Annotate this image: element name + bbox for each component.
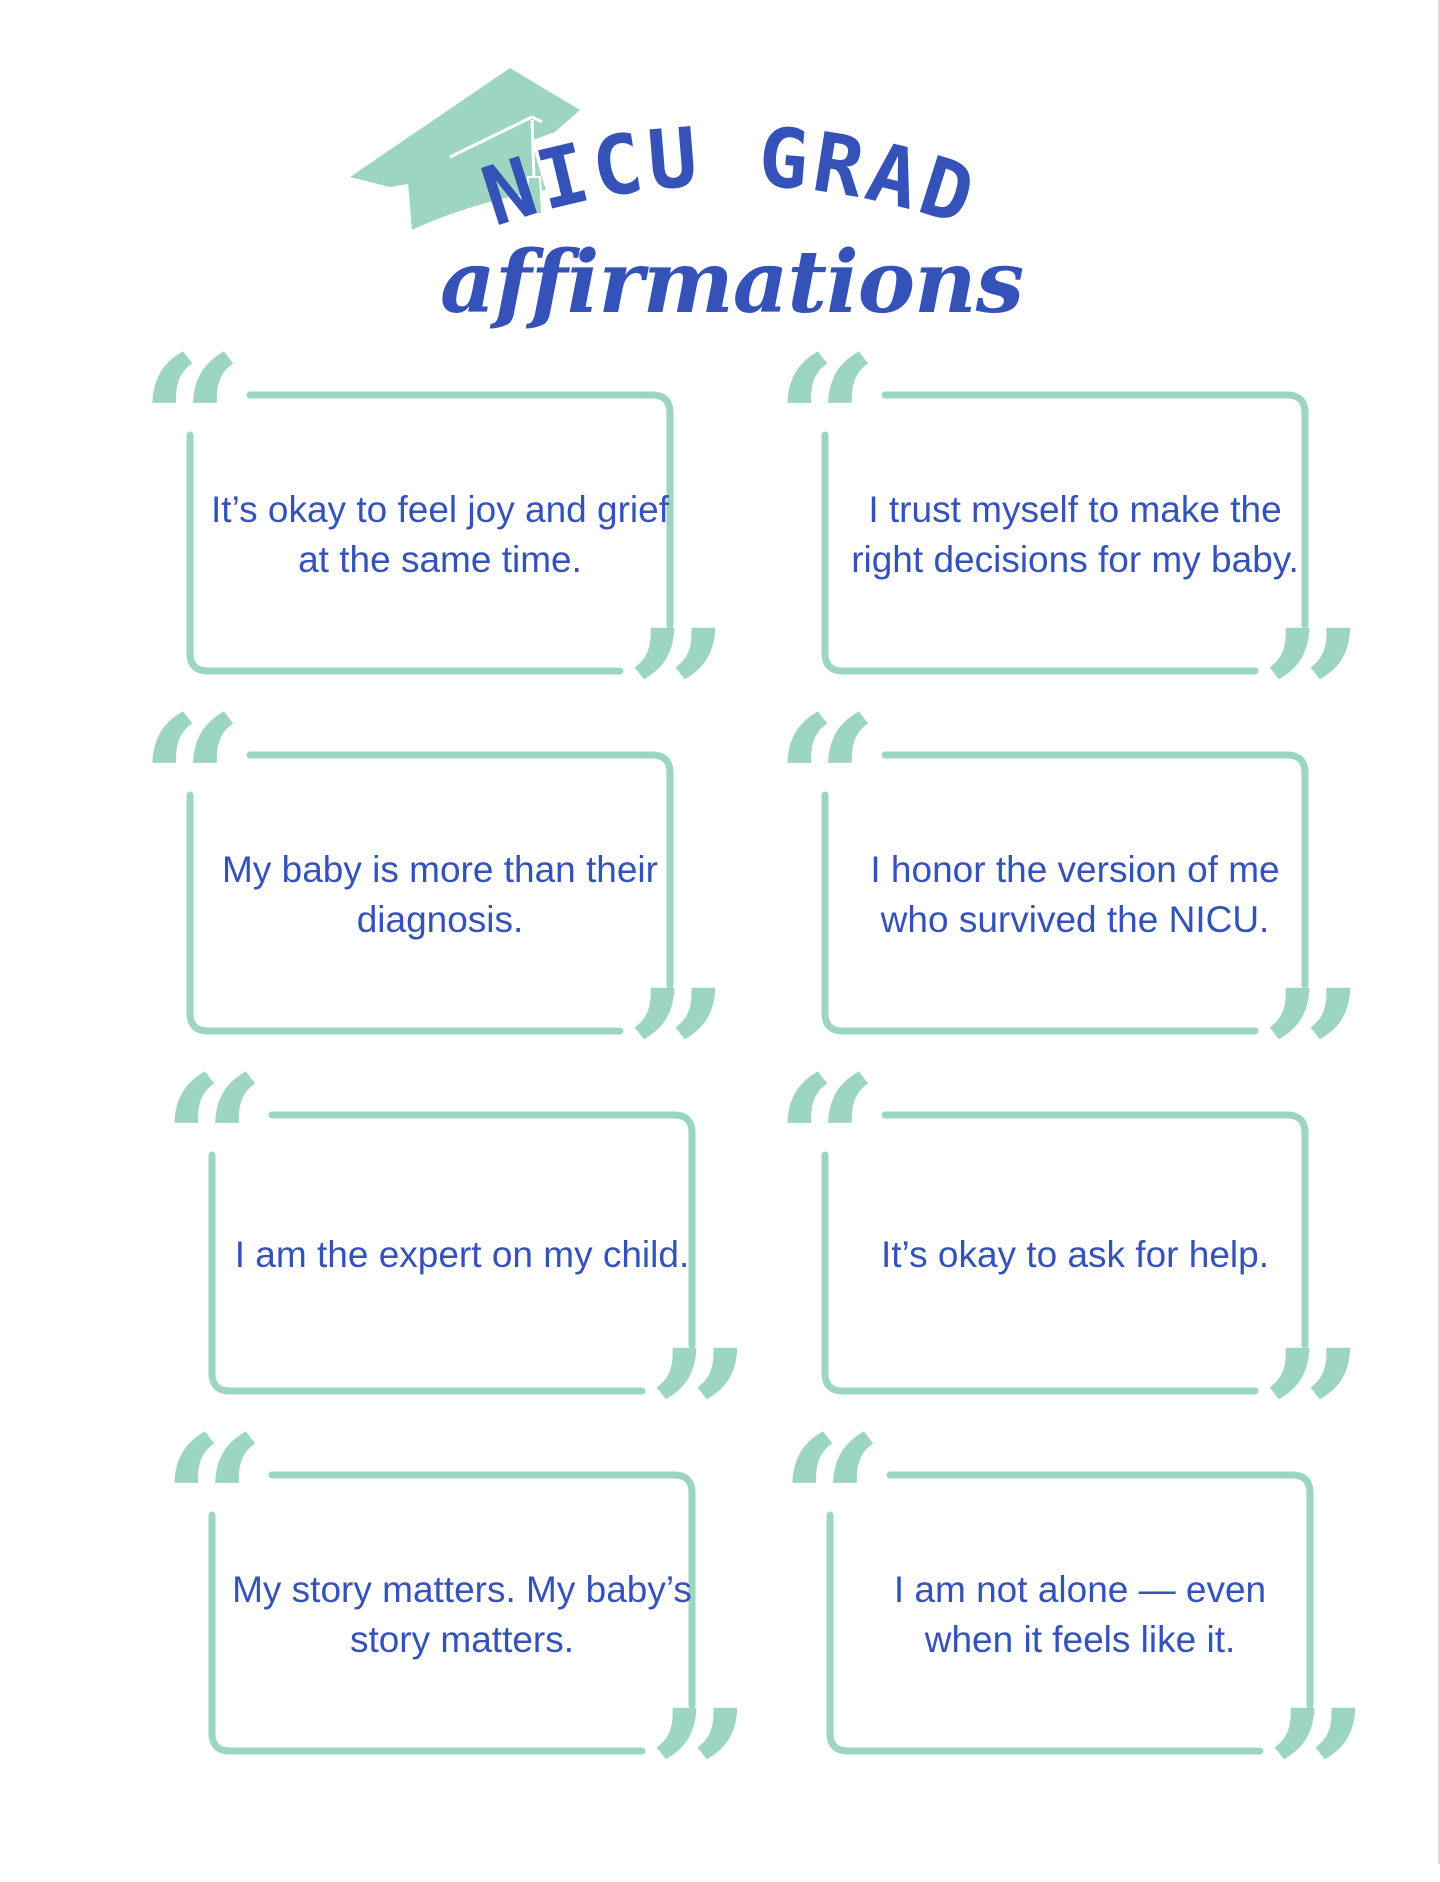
close-quote-icon: ” — [626, 951, 730, 1162]
affirmation-card — [162, 1397, 772, 1882]
affirmation-text: I honor the version of me who survived the NICU. — [870, 849, 1280, 940]
affirmation-card — [775, 677, 1385, 1162]
close-quote-icon: ” — [648, 1311, 752, 1522]
close-quote-icon: ” — [626, 591, 730, 802]
open-quote-icon: “ — [162, 1397, 266, 1608]
open-quote-icon: “ — [162, 1037, 266, 1248]
svg-text:NICU GRAD — [472, 110, 988, 245]
open-quote-icon: “ — [775, 677, 879, 888]
affirmation-card — [140, 317, 750, 802]
affirmation-text: I am the expert on my child. — [234, 1234, 690, 1275]
close-quote-icon: ” — [1261, 951, 1365, 1162]
affirmation-text: My baby is more than their diagnosis. — [222, 849, 658, 940]
affirmation-text: It’s okay to feel joy and grief at the same time. — [211, 489, 669, 580]
affirmation-card — [140, 677, 750, 1162]
affirmation-text: My story matters. My baby’s story matters. — [232, 1569, 692, 1660]
open-quote-icon: “ — [140, 677, 244, 888]
close-quote-icon: ” — [1266, 1671, 1370, 1882]
close-quote-icon: ” — [648, 1671, 752, 1882]
affirmation-text: I trust myself to make the right decisions for my baby. — [851, 489, 1299, 580]
page-subtitle: affirmations — [440, 232, 1024, 333]
close-quote-icon: ” — [1261, 1311, 1365, 1522]
affirmation-card — [780, 1397, 1390, 1882]
affirmation-card — [162, 1037, 772, 1522]
open-quote-icon: “ — [780, 1397, 884, 1608]
open-quote-icon: “ — [775, 1037, 879, 1248]
close-quote-icon: ” — [1261, 591, 1365, 802]
affirmation-text: It’s okay to ask for help. — [880, 1234, 1269, 1275]
affirmation-card — [775, 317, 1385, 802]
affirmation-card — [775, 1037, 1385, 1522]
affirmation-text: I am not alone — even when it feels like it. — [893, 1569, 1267, 1660]
open-quote-icon: “ — [775, 317, 879, 528]
page-title-text: NICU GRAD — [471, 110, 989, 246]
open-quote-icon: “ — [140, 317, 244, 528]
